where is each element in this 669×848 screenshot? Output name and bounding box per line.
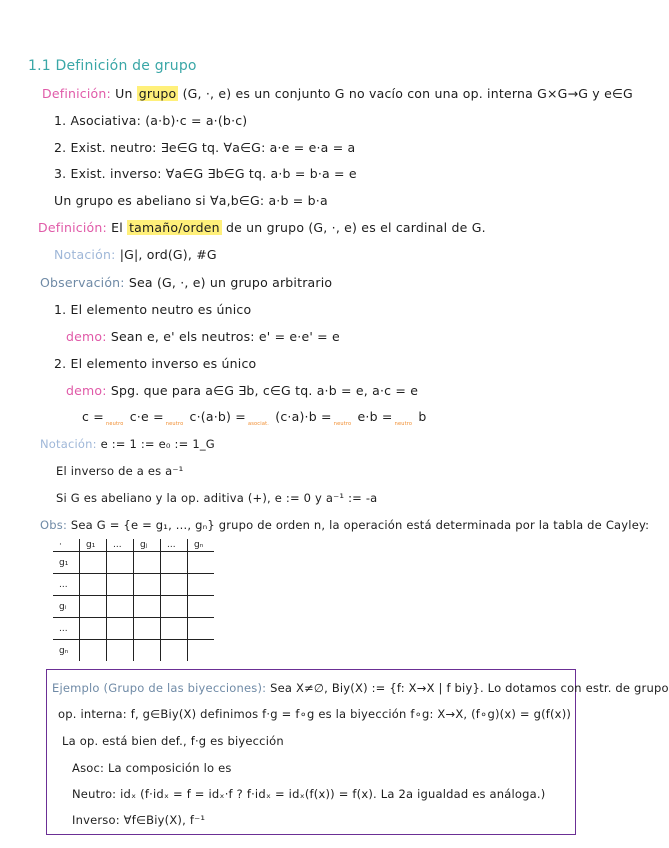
notation-text: e := 1 := e₀ := 1_G	[100, 437, 215, 451]
table-col-header: g₁	[80, 539, 107, 552]
table-cell	[134, 574, 161, 596]
notation-neutral	[40, 437, 215, 451]
table-col-header: gₙ	[188, 539, 215, 552]
observation	[40, 275, 332, 290]
definition-pre: Un	[115, 86, 133, 101]
chain-term: c	[82, 409, 90, 424]
table-cell	[161, 618, 188, 640]
table-header-row	[53, 539, 214, 552]
table-row-header: ...	[53, 574, 80, 596]
table-cell	[80, 574, 107, 596]
table-col-header: ...	[161, 539, 188, 552]
table-cell	[134, 552, 161, 574]
axiom-associative: 1. Asociativa: (a·b)·c = a·(b·c)	[54, 113, 248, 128]
example-neutro: Neutro: idₓ (f·idₓ = f = idₓ·f ? f·idₓ = idₓ(f(x)) = f(x). La 2a igualdad es análoga.)	[72, 787, 546, 801]
chain-note: asociat.	[247, 421, 270, 427]
table-cell	[161, 552, 188, 574]
table-cell	[161, 596, 188, 618]
additive-notation: Si G es abeliano y la op. aditiva (+), e := 0 y a⁻¹ := -a	[56, 491, 378, 505]
table-cell	[80, 618, 107, 640]
demo-label: demo:	[66, 383, 107, 398]
notation-label: Notación:	[54, 247, 116, 262]
example-asoc: Asoc: La composición lo es	[72, 761, 232, 775]
table-cell	[80, 596, 107, 618]
table-row	[53, 618, 214, 640]
table-cell	[188, 574, 215, 596]
obs-cayley	[40, 518, 649, 532]
highlight-grupo: grupo	[138, 86, 177, 101]
notation-order	[54, 247, 217, 262]
table-cell	[188, 596, 215, 618]
table-cell	[188, 552, 215, 574]
obs-label: Obs:	[40, 518, 68, 532]
chain-eq: =	[321, 409, 332, 424]
chain-note: neutro	[165, 421, 184, 427]
table-row-header: gₙ	[53, 640, 80, 662]
chain-eq: =	[153, 409, 164, 424]
table-cell	[107, 574, 134, 596]
table-cell	[80, 640, 107, 662]
table-cell	[107, 618, 134, 640]
definition-label: Definición:	[42, 86, 111, 101]
inverse-notation: El inverso de a es a⁻¹	[56, 464, 184, 478]
example-inverso: Inverso: ∀f∈Biy(X), f⁻¹	[72, 813, 206, 827]
example-label: Ejemplo (Grupo de las biyecciones):	[52, 681, 267, 695]
table-cell	[107, 596, 134, 618]
table-cell	[134, 596, 161, 618]
demo-text: Spg. que para a∈G ∃b, c∈G tq. a·b = e, a·c = e	[110, 383, 419, 398]
table-cell	[161, 574, 188, 596]
example-intro-text: Sea X≠∅, Biy(X) := {f: X→X | f biy}. Lo dotamos con estr. de grupo	[270, 681, 669, 695]
table-cell	[161, 640, 188, 662]
chain-note: neutro	[394, 421, 413, 427]
table-row-header: gᵢ	[53, 596, 80, 618]
definition-label: Definición:	[38, 220, 107, 235]
highlight-order: tamaño/orden	[129, 220, 220, 235]
definition-pre: El	[111, 220, 123, 235]
notation-text: |G|, ord(G), #G	[119, 247, 217, 262]
table-cell	[107, 552, 134, 574]
table-row	[53, 640, 214, 662]
axiom-neutral: 2. Exist. neutro: ∃e∈G tq. ∀a∈G: a·e = e·a = a	[54, 140, 356, 155]
table-cell	[134, 640, 161, 662]
table-row-header: ...	[53, 618, 80, 640]
notation-label: Notación:	[40, 437, 97, 451]
chain-term: c·(a·b)	[189, 409, 232, 424]
definition-text: (G, ·, e) es un conjunto G no vacío con una op. interna G×G→G y e∈G	[182, 86, 633, 101]
table-corner: ·	[53, 539, 80, 552]
chain-term: c·e	[129, 409, 149, 424]
example-intro	[52, 681, 669, 695]
example-op: op. interna: f, g∈Biy(X) definimos f·g = f∘g es la biyección f∘g: X→X, (f∘g)(x) = g(f(x))	[58, 707, 572, 721]
cayley-table	[53, 539, 214, 661]
obs-text: Sea G = {e = g₁, ..., gₙ} grupo de orden n, la operación está determinada por la tabla de Cayley:	[70, 518, 650, 532]
example-welldef: La op. está bien def., f·g es biyección	[62, 734, 284, 748]
table-cell	[188, 618, 215, 640]
demo-inverse	[66, 383, 418, 398]
section-title: 1.1 Definición de grupo	[28, 58, 197, 74]
table-col-header: ...	[107, 539, 134, 552]
table-row	[53, 552, 214, 574]
definition-text: de un grupo (G, ·, e) es el cardinal de G.	[225, 220, 486, 235]
table-col-header: gⱼ	[134, 539, 161, 552]
chain-note: neutro	[105, 421, 124, 427]
table-cell	[188, 640, 215, 662]
observation-text: Sea (G, ·, e) un grupo arbitrario	[128, 275, 333, 290]
table-row	[53, 574, 214, 596]
abelian-definition: Un grupo es abeliano si ∀a,b∈G: a·b = b·a	[54, 193, 328, 208]
chain-term: e·b	[357, 409, 378, 424]
chain-note: neutro	[333, 421, 352, 427]
obs-item-1: 1. El elemento neutro es único	[54, 302, 252, 317]
chain-eq: =	[235, 409, 246, 424]
chain-eq: =	[93, 409, 104, 424]
chain-term: (c·a)·b	[275, 409, 317, 424]
observation-label: Observación:	[40, 275, 125, 290]
table-cell	[134, 618, 161, 640]
demo-label: demo:	[66, 329, 107, 344]
chain-eq: =	[381, 409, 393, 424]
demo-neutral	[66, 329, 340, 344]
axiom-inverse: 3. Exist. inverso: ∀a∈G ∃b∈G tq. a·b = b·a = e	[54, 166, 357, 181]
demo-text: Sean e, e' els neutros: e' = e·e' = e	[110, 329, 340, 344]
table-row	[53, 596, 214, 618]
table-cell	[80, 552, 107, 574]
chain-term: b	[418, 409, 427, 424]
definition-order	[38, 220, 486, 235]
table-row-header: g₁	[53, 552, 80, 574]
obs-item-2: 2. El elemento inverso es único	[54, 356, 257, 371]
definition-group	[42, 86, 633, 101]
proof-chain	[82, 409, 427, 427]
table-cell	[107, 640, 134, 662]
